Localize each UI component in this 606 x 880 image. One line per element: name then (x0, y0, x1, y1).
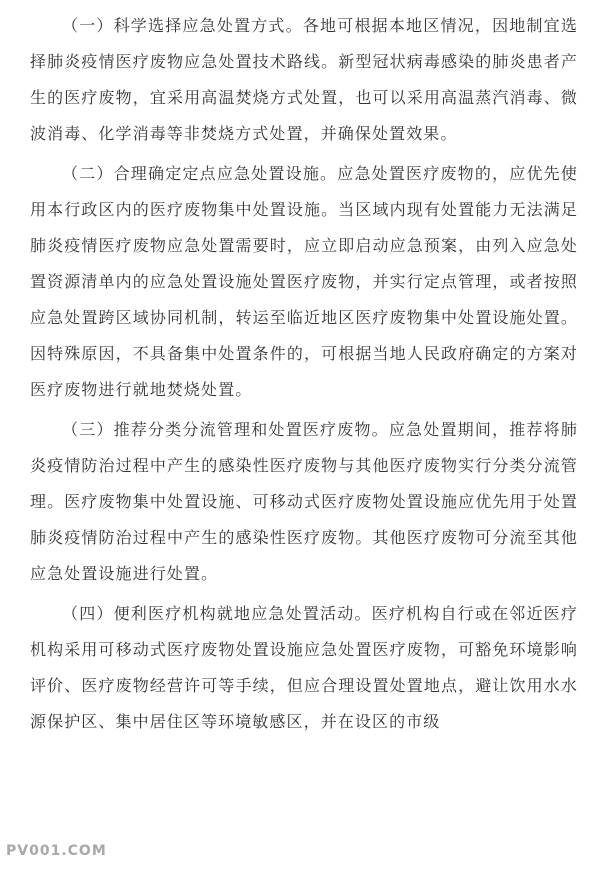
document-body (30, 8, 578, 744)
paragraph-3: （三）推荐分类分流管理和处置医疗废物。应急处置期间，推荐将肺炎疫情防治过程中产生的感染性医疗废物与其他医疗废物实行分类分流管理。医疗废物集中处置设施、可移动式医疗废物处置设施应优先用于处置肺炎疫情防治过程中产生的感染性医疗废物。其他医疗废物可分流至其他应急处置设施进行处置。 (30, 420, 578, 583)
paragraph-1: （一）科学选择应急处置方式。各地可根据本地区情况，因地制宜选择肺炎疫情医疗废物应急处置技术路线。新型冠状病毒感染的肺炎患者产生的医疗废物，宜采用高温焚烧方式处置，也可以采用高温蒸汽消毒、微波消毒、化学消毒等非焚烧方式处置，并确保处置效果。 (30, 16, 578, 143)
paragraph-2: （二）合理确定定点应急处置设施。应急处置医疗废物的，应优先使用本行政区内的医疗废物集中处置设施。当区域内现有处置能力无法满足肺炎疫情医疗废物应急处置需要时，应立即启动应急预案，由列入应急处置资源清单内的应急处置设施处置医疗废物，并实行定点管理，或者按照应急处置跨区域协同机制，转运至临近地区医疗废物集中处置设施处置。因特殊原因，不具备集中处置条件的，可根据当地人民政府确定的方案对医疗废物进行就地焚烧处置。 (30, 164, 578, 399)
watermark: PV001.COM (6, 843, 107, 859)
paragraph-4: （四）便利医疗机构就地应急处置活动。医疗机构自行或在邻近医疗机构采用可移动式医疗废物处置设施应急处置医疗废物，可豁免环境影响评价、医疗废物经营许可等手续，但应合理设置处置地点，避让饮用水水源保护区、集中居住区等环境敏感区，并在设区的市级 (30, 604, 578, 731)
